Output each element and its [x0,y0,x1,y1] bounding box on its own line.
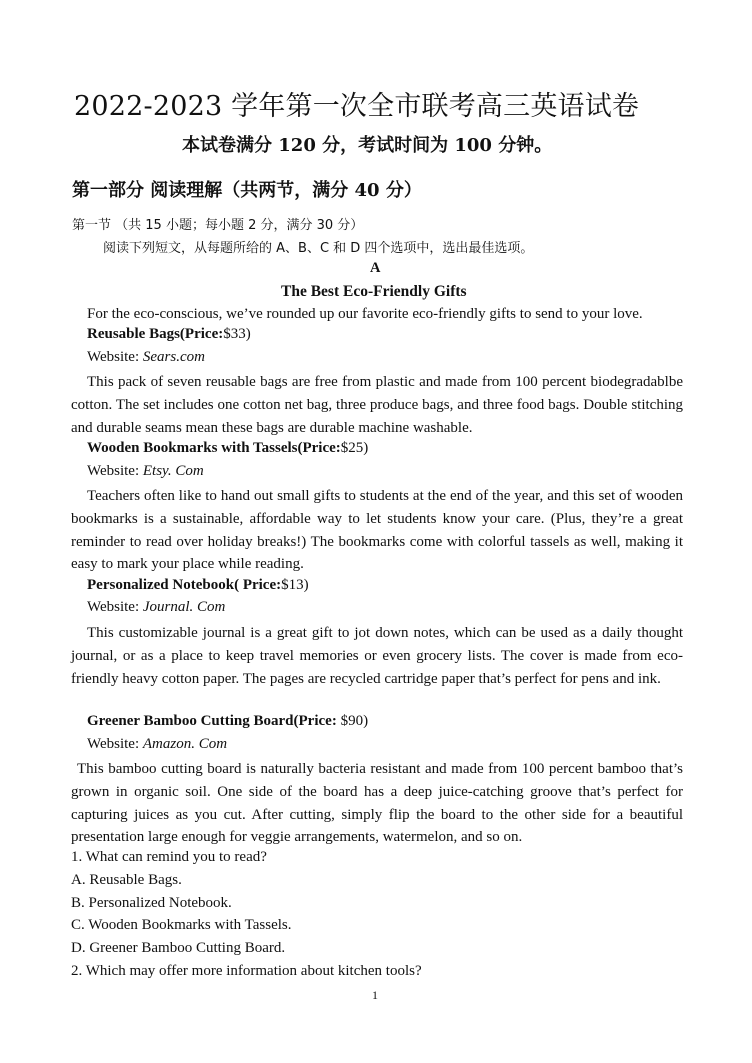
website-value: Amazon. Com [142,736,228,752]
section-heading: 第一节 （共 15 小题；每小题 2 分，满分 30 分） [72,218,364,233]
website-label: Website: [87,599,143,615]
exam-title: 2022-2023 学年第一次全市联考高三英语试卷 [74,91,640,122]
question-option: D. Greener Bamboo Cutting Board. [71,940,286,956]
part-heading: 第一部分 阅读理解（共两节，满分 40 分） [72,180,422,201]
item-description: This pack of seven reusable bags are free from plastic and made from 100 percent biodegradablbe cotton. The set includes one cotton net bag, three produce bags, and three food bags. Double stitching and durable seams mean these bags are durable machine washable. [71,374,683,436]
website-label: Website: [87,463,143,479]
item-website [87,463,204,480]
item-name: Personalized Notebook( Price: [87,577,282,593]
item-price: $90) [340,713,369,729]
item-website [87,349,205,366]
question-option: B. Personalized Notebook. [71,895,232,911]
item-name: Wooden Bookmarks with Tassels(Price: [87,440,341,456]
passage-title: The Best Eco-Friendly Gifts [281,283,467,300]
item-description: This bamboo cutting board is naturally bacteria resistant and made from 100 percent bamboo that’s grown in organic soil. One side of the board has a deep juice-catching groove that’s perfect for capturing juices as you cut. After cutting, simply flip the board to the other side for a beautiful presentation large enough for veggie arrangements, watermelon, and so on. [71,761,683,846]
item-heading [87,577,309,594]
item-price: $25) [340,440,369,456]
website-value: Journal. Com [142,599,226,615]
item-heading [87,440,368,457]
passage-letter: A [370,260,381,276]
question-option: A. Reusable Bags. [71,872,182,888]
passage-intro: For the eco-conscious, we’ve rounded up our favorite eco-friendly gifts to send to your love. [87,306,643,322]
item-website [87,736,227,753]
item-price: $33) [223,326,251,342]
question-stem: 2. Which may offer more information about kitchen tools? [71,963,422,979]
item-name: Reusable Bags(Price: [87,326,224,342]
exam-subtitle: 本试卷满分 120 分，考试时间为 100 分钟。 [182,135,553,156]
question-option: C. Wooden Bookmarks with Tassels. [71,917,292,933]
website-value: Sears.com [142,349,205,365]
website-value: Etsy. Com [142,463,204,479]
item-description: This customizable journal is a great gift to jot down notes, which can be used as a daily thought journal, or as a place to keep travel memories or even grocery lists. The cover is made from eco-friendly heavy cotton paper. The pages are recycled cartridge paper that’s perfect for pens and ink. [71,625,683,687]
page-number: 1 [372,988,378,1002]
question-stem: 1. What can remind you to read? [71,849,267,865]
item-name: Greener Bamboo Cutting Board(Price: [87,713,341,729]
item-heading [87,326,251,343]
item-price: $13) [281,577,309,593]
item-description: Teachers often like to hand out small gifts to students at the end of the year, and this set of wooden bookmarks is a sustainable, affordable way to let students know your care. (Plus, they’re a great reminder to read over holiday breaks!) The bookmarks come with colorful tassels as well, making it easy to mark your place while reading. [71,488,683,573]
website-label: Website: [87,736,143,752]
section-instruction: 阅读下列短文，从每题所给的 A、B、C 和 D 四个选项中，选出最佳选项。 [103,241,534,256]
item-website [87,599,225,616]
item-heading [87,713,368,730]
website-label: Website: [87,349,143,365]
